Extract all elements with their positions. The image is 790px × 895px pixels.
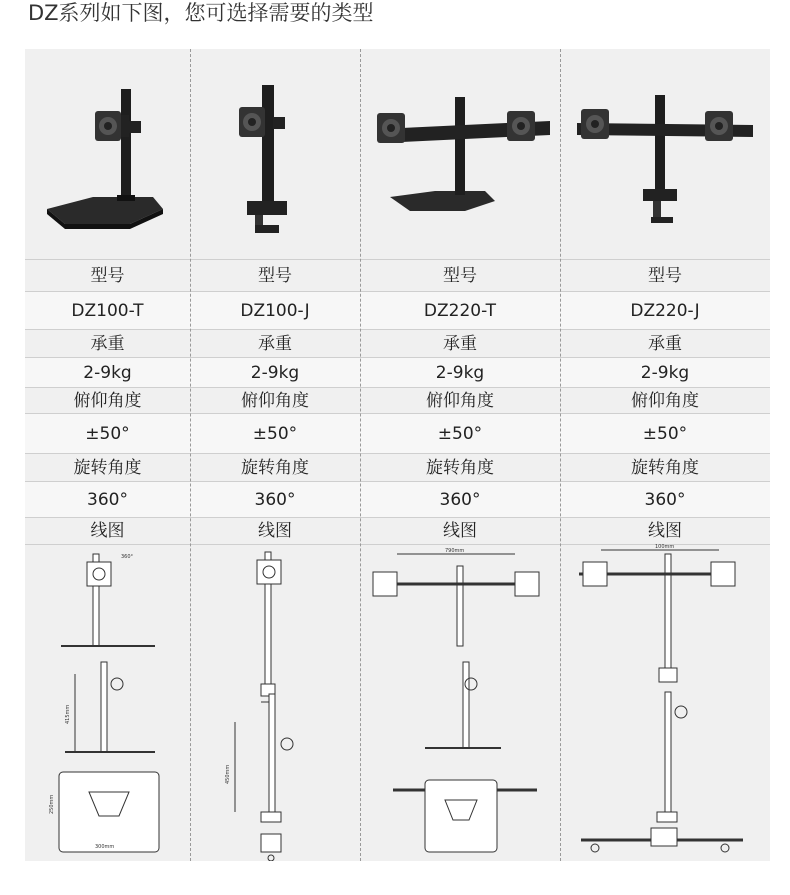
load-label: 承重: [648, 334, 682, 354]
rotate-value: 360°: [254, 490, 296, 510]
tilt-label: 俯仰角度: [631, 391, 699, 411]
drawing-label: 线图: [90, 521, 125, 541]
rotate-value: 360°: [87, 490, 128, 510]
base-depth-dim: 250mm: [49, 794, 55, 814]
drawing-label: 线图: [258, 521, 292, 541]
load-label: 承重: [443, 334, 477, 354]
tilt-value: ±50°: [85, 424, 130, 444]
row-rotate-value: [25, 481, 770, 518]
row-model-label: [25, 259, 770, 292]
vesa-dim: 100mm: [655, 544, 675, 550]
drawing-label: 线图: [648, 521, 682, 541]
load-label: 承重: [90, 334, 125, 354]
drawing-label: 线图: [443, 521, 477, 541]
technical-drawings: [25, 544, 770, 861]
model-label: 型号: [90, 266, 125, 286]
model-label: 型号: [258, 266, 292, 286]
base-width-dim: 300mm: [95, 844, 115, 850]
photo-dz220-t: [377, 97, 550, 211]
model-label: 型号: [648, 266, 682, 286]
row-model-value: [25, 291, 770, 330]
page-header: DZ系列如下图，您可选择需要的类型: [28, 1, 374, 25]
column-divider: [190, 49, 191, 861]
model-label: 型号: [443, 266, 477, 286]
model-value: DZ220-J: [630, 301, 700, 321]
rotate-mark: 360°: [121, 554, 134, 560]
rotate-label: 旋转角度: [631, 458, 699, 478]
rotate-label: 旋转角度: [73, 458, 142, 478]
product-photos: [25, 49, 770, 259]
model-value: DZ100-J: [240, 301, 310, 321]
load-value: 2-9kg: [83, 363, 132, 383]
rotate-label: 旋转角度: [426, 458, 494, 478]
row-rotate-label: [25, 453, 770, 482]
load-value: 2-9kg: [435, 363, 485, 383]
tilt-value: ±50°: [642, 424, 688, 444]
tilt-label: 俯仰角度: [241, 391, 309, 411]
height-dim: 415mm: [65, 704, 71, 724]
tilt-value: ±50°: [437, 424, 483, 444]
row-load-label: [25, 329, 770, 358]
row-drawing-label: [25, 517, 770, 545]
row-load-value: [25, 357, 770, 388]
rotate-label: 旋转角度: [241, 458, 309, 478]
photo-dz100-j: [239, 85, 287, 233]
drawing-dz100-t: [49, 554, 159, 852]
rotate-value: 360°: [439, 490, 481, 510]
pole-height-dim: 450mm: [225, 764, 231, 784]
column-divider: [360, 49, 361, 861]
column-divider: [560, 49, 561, 861]
arm-span-dim: 790mm: [445, 548, 465, 554]
tilt-label: 俯仰角度: [426, 391, 494, 411]
model-value: DZ100-T: [71, 301, 144, 321]
drawing-dz220-j: [579, 544, 743, 852]
row-tilt-value: [25, 413, 770, 454]
rotate-value: 360°: [644, 490, 686, 510]
load-value: 2-9kg: [250, 363, 300, 383]
tilt-label: 俯仰角度: [73, 391, 142, 411]
spec-table: [25, 49, 770, 861]
drawing-dz220-t: [373, 548, 539, 852]
row-tilt-label: [25, 387, 770, 414]
model-value: DZ220-T: [423, 301, 497, 321]
drawing-dz100-j: [225, 552, 293, 861]
photo-dz220-j: [577, 95, 753, 223]
load-value: 2-9kg: [640, 363, 690, 383]
tilt-value: ±50°: [252, 424, 298, 444]
photo-dz100-t: [47, 89, 163, 229]
load-label: 承重: [258, 334, 292, 354]
